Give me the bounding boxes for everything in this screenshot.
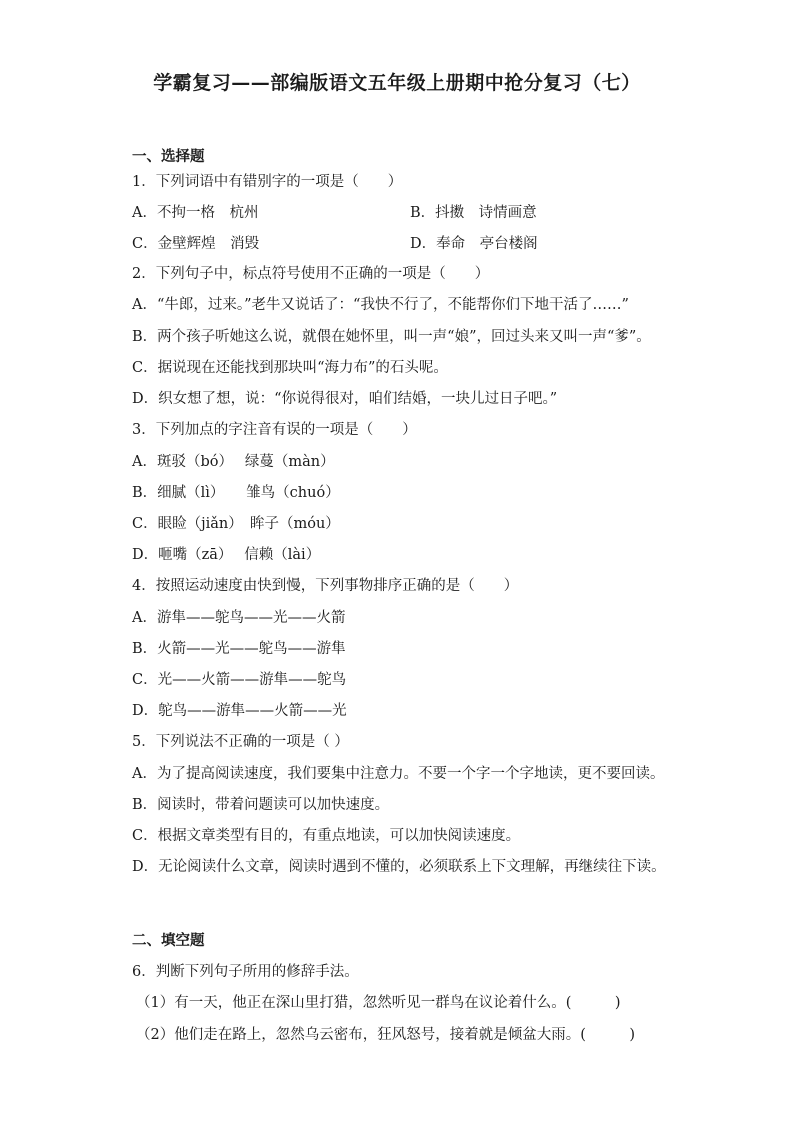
question-5-option-c: C．根据文章类型有目的，有重点地读，可以加快阅读速度。 xyxy=(132,828,521,844)
question-2-option-c: C．据说现在还能找到那块叫“海力布”的石头呢。 xyxy=(132,360,448,376)
question-4-option-d: D．鸵鸟——游隼——火箭——光 xyxy=(132,703,347,719)
question-2-option-d: D．织女想了想，说：“你说得很对，咱们结婚，一块儿过日子吧。” xyxy=(132,391,558,407)
question-1-stem: 1．下列词语中有错别字的一项是（ ） xyxy=(132,174,403,190)
question-3-option-d: D．咂嘴（zā） 信赖（lài） xyxy=(132,547,321,563)
question-4-option-c: C．光——火箭——游隼——鸵鸟 xyxy=(132,672,347,688)
page-title: 学霸复习——部编版语文五年级上册期中抢分复习（七） xyxy=(153,72,641,94)
question-4-stem: 4．按照运动速度由快到慢，下列事物排序正确的是（ ） xyxy=(132,578,519,594)
question-2-option-b: B．两个孩子听她这么说，就偎在她怀里，叫一声“娘”，回过头来又叫一声“爹”。 xyxy=(132,329,651,345)
question-5-option-d: D．无论阅读什么文章，阅读时遇到不懂的，必须联系上下文理解，再继续往下读。 xyxy=(132,859,666,875)
question-1-option-a: A．不拘一格 杭州 xyxy=(132,205,259,221)
question-5-stem: 5．下列说法不正确的一项是（ ） xyxy=(132,734,349,750)
question-2-stem: 2．下列句子中，标点符号使用不正确的一项是（ ） xyxy=(132,266,490,282)
question-3-option-b: B．细腻（lì） 雏鸟（chuó） xyxy=(132,485,340,501)
question-1-option-d: D．奉命 亭台楼阁 xyxy=(410,236,538,252)
question-3-option-c: C．眼睑（jiǎn） 眸子（móu） xyxy=(132,516,340,532)
question-4-option-b: B．火箭——光——鸵鸟——游隼 xyxy=(132,641,346,657)
question-6-sentence-2: （2）他们走在路上，忽然乌云密布，狂风怒号，接着就是倾盆大雨。( ) xyxy=(136,1027,636,1043)
section-heading-fill: 二、填空题 xyxy=(132,932,205,949)
question-3-option-a: A．斑驳（bó） 绿蔓（màn） xyxy=(132,454,335,470)
question-6-sentence-1: （1）有一天，他正在深山里打猎，忽然听见一群鸟在议论着什么。( ) xyxy=(136,995,621,1011)
question-1-option-b: B．抖擞 诗情画意 xyxy=(410,205,537,221)
question-5-option-b: B．阅读时，带着问题读可以加快速度。 xyxy=(132,797,390,813)
question-5-option-a: A．为了提高阅读速度，我们要集中注意力。不要一个字一个字地读，更不要回读。 xyxy=(132,766,665,782)
question-1-option-c: C．金壁辉煌 消毁 xyxy=(132,236,260,252)
question-4-option-a: A．游隼——鸵鸟——光——火箭 xyxy=(132,610,346,626)
question-2-option-a: A．“牛郎，过来。”老牛又说话了：“我快不行了，不能帮你们下地干活了……” xyxy=(132,297,629,313)
question-6-stem: 6．判断下列句子所用的修辞手法。 xyxy=(132,964,359,980)
section-heading-choice: 一、选择题 xyxy=(132,148,205,165)
question-3-stem: 3．下列加点的字注音有误的一项是（ ） xyxy=(132,422,417,438)
